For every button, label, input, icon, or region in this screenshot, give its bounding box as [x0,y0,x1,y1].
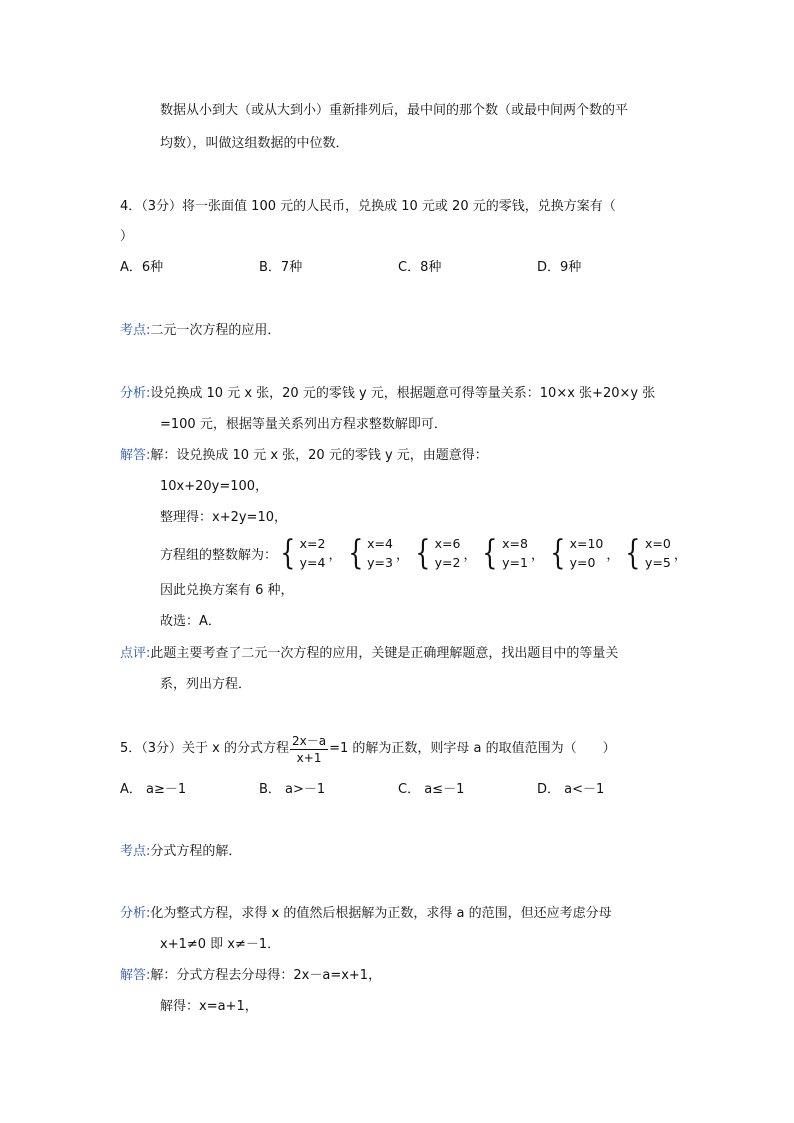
solution-system [412,534,460,572]
solution-y: y=4 [299,555,326,570]
dianping-text: 此题主要考查了二元一次方程的应用，关键是正确理解题意，找出题目中的等量关 [150,646,619,661]
fraction [290,733,328,766]
solution-y: y=5 [645,555,671,570]
jieda-text: 解：设兑换成 10 元 x 张，20 元的零钱 y 元，由题意得： [150,448,488,463]
option-b: B． a>－1 [259,782,326,797]
jieda-label: 解答: [120,448,151,463]
solution-system [547,534,603,572]
solution-x: x=2 [299,536,326,551]
question-4-stem: 4．（3分）将一张面值 100 元的人民币，兑换成 10 元或 20 元的零钱，兑换方案有（ [120,199,616,214]
option-d: D．9种 [537,260,582,275]
fraction-denominator: x+1 [296,750,322,765]
jieda-row [120,446,488,466]
brace-glyph: { [347,533,363,573]
jieda-text: 解：分式方程去分母得：2x－a=x+1， [150,968,382,983]
choice-line: 故选：A． [160,614,221,629]
dianping-text-cont: 系，列出方程． [160,677,252,692]
q5-stem-post: =1 的解为正数，则字母 a 的取值范围为（ ） [329,741,616,756]
kaodian-row [120,842,241,862]
solutions-prefix: 方程组的整数解为： [160,547,278,563]
equation-line: 10x+20y=100， [160,479,269,494]
option-a: A． a≥－1 [120,782,187,797]
brace-glyph: { [280,533,296,573]
equation-line: 解得：x=a+1， [160,999,258,1014]
solution-system [622,534,670,572]
solution-x: x=8 [502,536,528,551]
kaodian-label: 考点: [120,323,151,338]
fenxi-label: 分析: [120,906,151,921]
fenxi-text: 化为整式方程，求得 x 的值然后根据解为正数，求得 a 的范围，但还应考虑分母 [150,906,612,921]
fenxi-text-cont: x+1≠0 即 x≠－1． [160,937,281,952]
kaodian-row [120,321,280,341]
solution-y: y=0 [569,555,596,570]
solution-x: x=0 [645,536,671,551]
conclusion-line: 因此兑换方案有 6 种， [160,583,294,598]
brace-glyph: { [415,533,431,573]
question-5-stem [120,731,616,767]
fenxi-text-cont: =100 元，根据等量关系列出方程求整数解即可． [160,417,447,432]
paragraph-line: 数据从小到大（或从大到小）重新排列后，最中间的那个数（或最中间两个数的平 [160,103,629,118]
jieda-row [120,966,381,986]
jieda-label: 解答: [120,968,151,983]
option-b: B．7种 [259,260,303,275]
fenxi-row [120,384,655,404]
solution-x: x=6 [434,536,461,551]
brace-glyph: { [482,533,498,573]
fenxi-row [120,904,612,924]
brace-glyph: { [625,533,641,573]
option-a: A．6种 [120,260,164,275]
question-4-stem-end: ） [120,229,134,244]
kaodian-text: 分式方程的解． [150,844,242,859]
solution-x: x=4 [367,536,393,551]
equation-line: 整理得：x+2y=10， [160,510,287,525]
dianping-label: 点评: [120,646,151,661]
kaodian-text: 二元一次方程的应用． [150,323,281,338]
solution-system [479,534,527,572]
fenxi-label: 分析: [120,386,151,401]
solution-system [277,534,325,572]
fraction-numerator: 2x－a [292,733,327,748]
option-c: C． a≤－1 [398,782,465,797]
solution-x: x=10 [569,536,604,551]
solution-y: y=1 [502,555,528,570]
solution-y: y=3 [367,555,393,570]
option-c: C．8种 [398,260,442,275]
paragraph-line: 均数），叫做这组数据的中位数． [160,136,349,151]
solution-system [345,534,393,572]
solutions-row: 方程组的整数解为： { x=2 y=4 ， { x=4 y=3 ， { x=6 y=2 ， { x=8 y=1 ， { x=10 y=0 ， { x=0 y=5 ， [160,533,687,573]
fenxi-text: 设兑换成 10 元 x 张，20 元的零钱 y 元，根据题意可得等量关系：10×x 张+20×y 张 [150,386,656,401]
solution-y: y=2 [434,555,461,570]
kaodian-label: 考点: [120,844,151,859]
q5-stem-pre: 5．（3分）关于 x 的分式方程 [120,741,290,756]
option-d: D． a<－1 [537,782,605,797]
dianping-row [120,644,618,664]
brace-glyph: { [550,533,566,573]
